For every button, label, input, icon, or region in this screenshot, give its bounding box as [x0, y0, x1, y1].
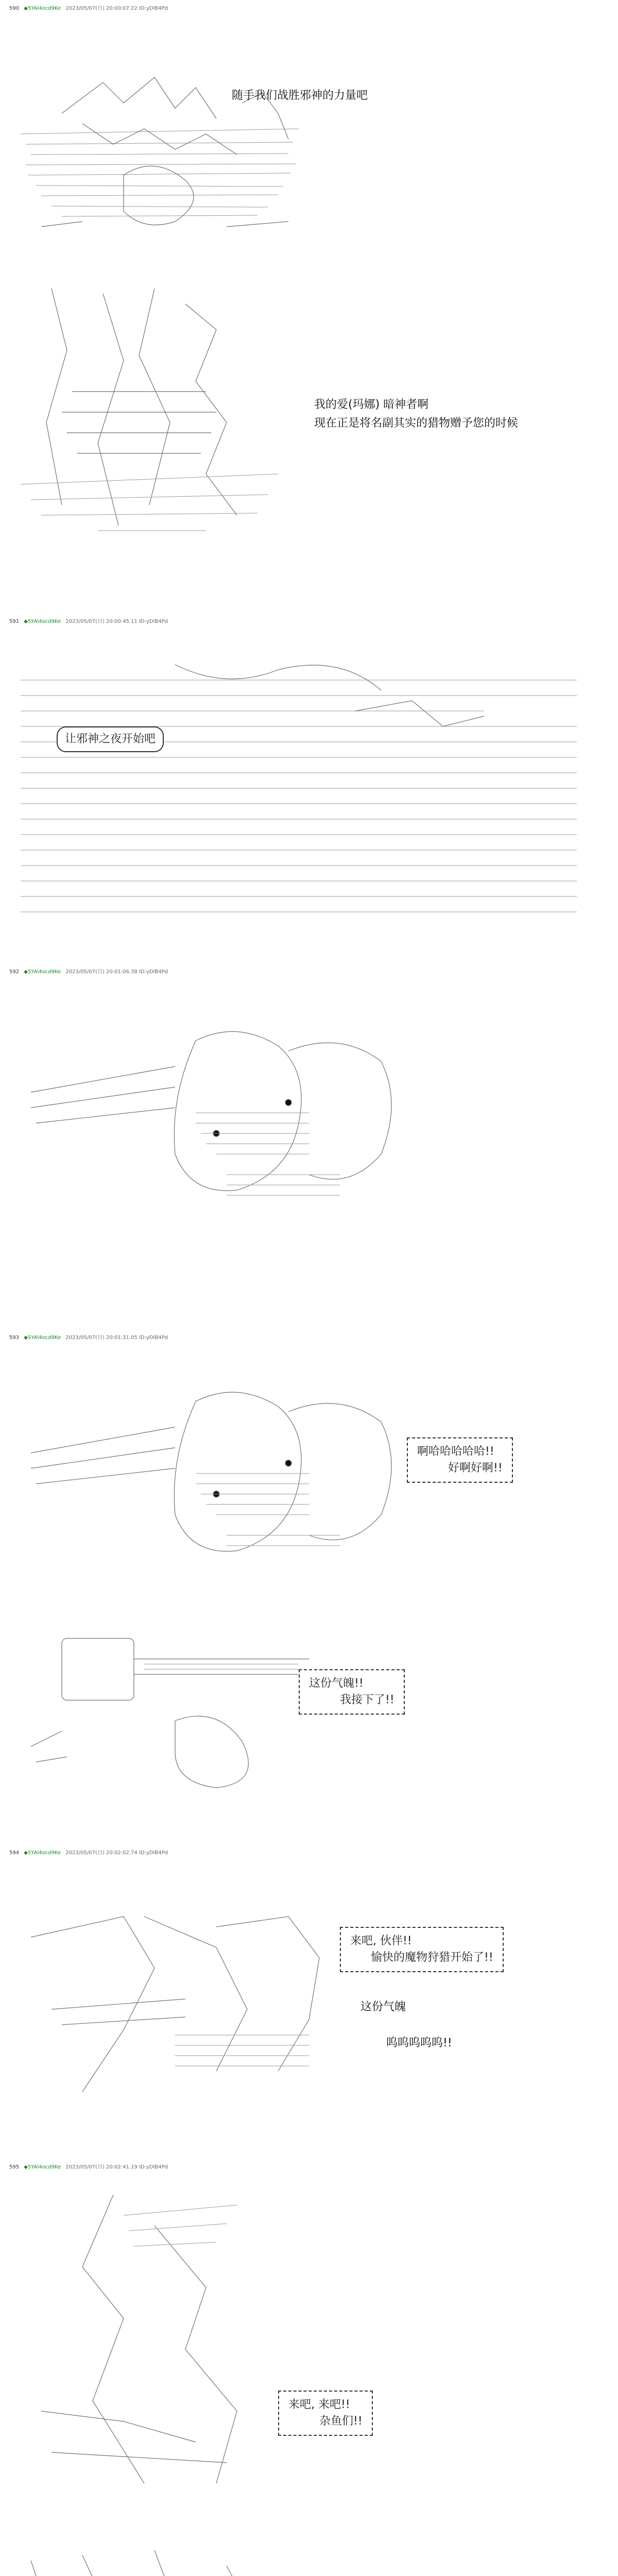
post-meta: 2023/05/07(日) 20:01:31.05 ID:yDlB4Pd	[65, 1335, 168, 1341]
post-header	[9, 618, 168, 625]
ascii-art-panel	[21, 659, 587, 927]
post-header	[9, 2164, 168, 2171]
post-author[interactable]: ◆5YAl4ocd9Ke	[24, 619, 61, 624]
ascii-art-panel	[21, 1381, 402, 1577]
post-meta: 2023/05/07(日) 20:00:45.11 ID:yDlB4Pd	[65, 619, 168, 624]
post-number[interactable]: 594	[9, 1850, 20, 1856]
post-author[interactable]: ◆5YAl4ocd9Ke	[24, 1335, 61, 1341]
shout-bubble	[340, 1927, 504, 1972]
dialogue-text: 杂鱼们!!	[319, 2415, 363, 2428]
dialogue-text: 好啊好啊!!	[448, 1462, 503, 1475]
dialogue-text: 啊哈哈哈哈哈!!	[417, 1445, 494, 1458]
dialogue-text: 愉快的魔物狩猎开始了!!	[371, 1951, 493, 1964]
post-meta: 2023/05/07(日) 20:00:07.22 ID:yDlB4Pd	[65, 6, 168, 11]
dialogue-text: 随手我们战胜邪神的力量吧	[232, 89, 368, 102]
shout-bubble	[278, 2391, 373, 2436]
post-header	[9, 1850, 168, 1857]
post-header	[9, 5, 168, 12]
post-number[interactable]: 591	[9, 619, 20, 624]
post-number[interactable]: 592	[9, 969, 20, 975]
post-meta: 2023/05/07(日) 20:02:02.74 ID:yDlB4Pd	[65, 1850, 168, 1856]
post-number[interactable]: 595	[9, 2164, 20, 2170]
ascii-art-panel	[21, 289, 309, 546]
dialogue-text: 来吧, 伙伴!!	[350, 1935, 412, 1947]
dialogue-text: 现在正是将名副其实的猎物赠予您的时候	[314, 417, 519, 430]
dialogue-text: 这份气魄	[360, 2001, 406, 2013]
dialogue-text: 来吧, 来吧!!	[288, 2398, 350, 2411]
ascii-art-panel	[21, 2195, 288, 2514]
speech-bubble: 让邪神之夜开始吧	[57, 726, 164, 752]
dialogue-text: 我的爱(玛娜) 暗神者啊	[314, 398, 429, 411]
ascii-art-panel	[21, 2550, 340, 2576]
shout-bubble	[407, 1437, 513, 1483]
post-meta: 2023/05/07(日) 20:01:06.38 ID:yDlB4Pd	[65, 969, 168, 975]
post-author[interactable]: ◆5YAl4ocd9Ke	[24, 6, 61, 11]
post-author[interactable]: ◆5YAl4ocd9Ke	[24, 2164, 61, 2170]
dialogue-text: 呜呜呜呜呜!!	[386, 2037, 452, 2049]
post-number[interactable]: 590	[9, 6, 20, 11]
post-author[interactable]: ◆5YAl4ocd9Ke	[24, 1850, 61, 1856]
post-number[interactable]: 593	[9, 1335, 20, 1341]
post-author[interactable]: ◆5YAl4ocd9Ke	[24, 969, 61, 975]
ascii-art-panel	[21, 1020, 412, 1216]
shout-bubble	[299, 1669, 405, 1715]
post-header	[9, 969, 168, 976]
post-meta: 2023/05/07(日) 20:02:41.19 ID:yDlB4Pd	[65, 2164, 168, 2170]
ascii-art-panel	[21, 1906, 340, 2102]
post-header	[9, 1334, 168, 1342]
ascii-art-panel	[21, 1628, 309, 1793]
dialogue-text: 这份气魄!!	[309, 1677, 364, 1690]
dialogue-text: 我接下了!!	[340, 1693, 394, 1706]
